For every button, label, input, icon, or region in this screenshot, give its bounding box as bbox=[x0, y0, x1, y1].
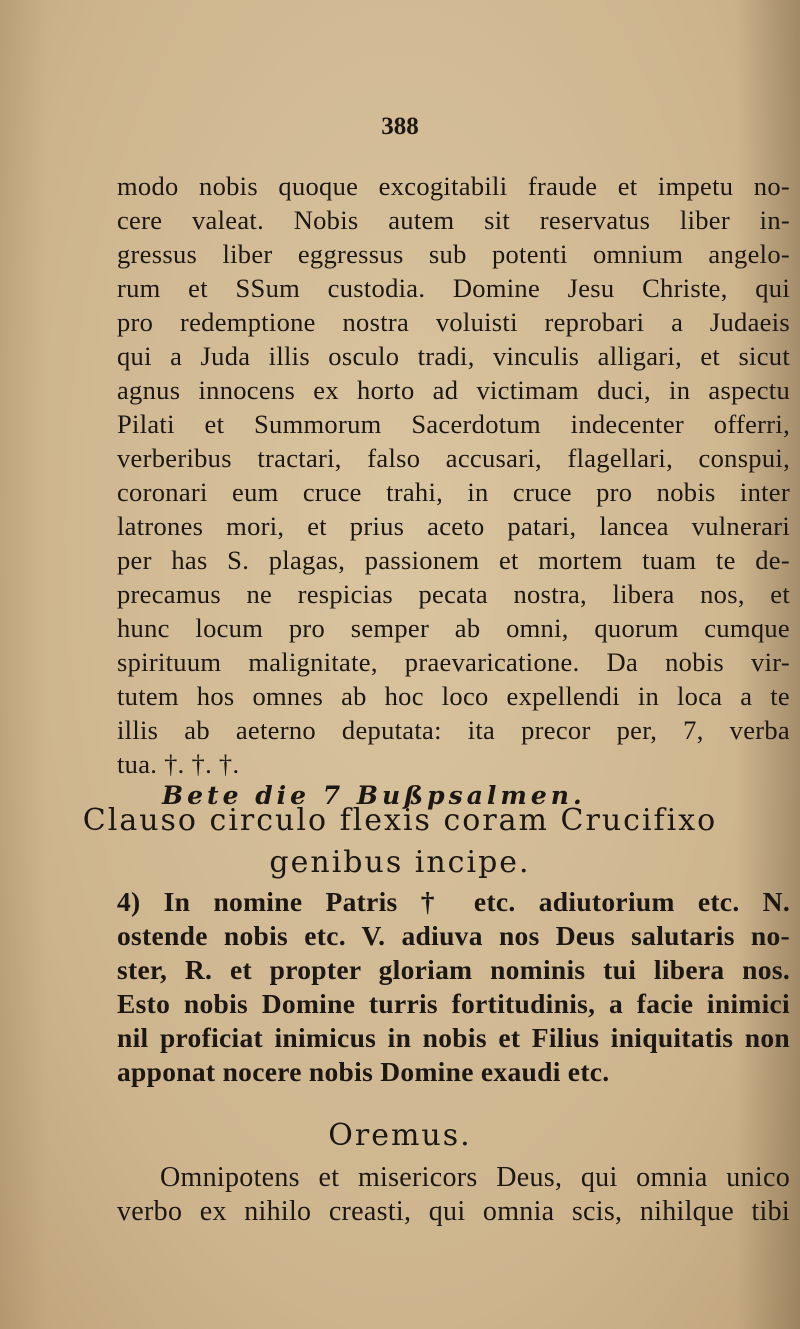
text-line: tua. †. †. †. bbox=[117, 749, 240, 779]
heading-line: genibus incipe. bbox=[269, 845, 531, 880]
text-line: verberibus tractari, falso accusari, flagellari, conspui, bbox=[117, 443, 790, 473]
text-line: apponat nocere nobis Domine exaudi etc. bbox=[117, 1056, 610, 1087]
text-line: pro redemptione nostra voluisti reprobari a Judaeis bbox=[117, 307, 790, 337]
text-line: ster, R. et propter gloriam nominis tui libera nos. bbox=[117, 954, 790, 985]
text-line: agnus innocens ex horto ad victimam duci, in aspectu bbox=[117, 375, 790, 405]
heading-line: Clauso circulo flexis coram Crucifixo bbox=[82, 803, 718, 838]
text-line: coronari eum cruce trahi, in cruce pro nobis inter bbox=[117, 477, 790, 507]
text-line: tutem hos omnes ab hoc loco expellendi in loca a te bbox=[117, 681, 790, 711]
text-line: per has S. plagas, passionem et mortem tuam te de- bbox=[117, 545, 790, 575]
text-line: qui a Juda illis osculo tradi, vinculis alligari, et sicut bbox=[117, 341, 790, 371]
fraktur-instruction: Bete die 7 Bußpsalmen. bbox=[162, 781, 586, 810]
text-line: rum et SSum custodia. Domine Jesu Christe, qui bbox=[117, 273, 790, 303]
text-line: verbo ex nihilo creasti, qui omnia scis, nihilque tibi bbox=[117, 1196, 790, 1227]
text-line: nil proficiat inimicus in nobis et Filius iniquitatis non bbox=[117, 1022, 790, 1053]
heading-oremus: Oremus. bbox=[328, 1118, 472, 1153]
text-line: hunc locum pro semper ab omni, quorum cumque bbox=[117, 613, 790, 643]
text-line: modo nobis quoque excogitabili fraude et impetu no- bbox=[117, 171, 790, 201]
text-line: Esto nobis Domine turris fortitudinis, a facie inimici bbox=[117, 988, 790, 1019]
text-line: illis ab aeterno deputata: ita precor per, 7, verba bbox=[117, 715, 790, 745]
page-number: 388 bbox=[381, 113, 419, 140]
text-line: 4) In nomine Patris † etc. adiutorium etc. N. bbox=[117, 886, 790, 917]
text-line: cere valeat. Nobis autem sit reservatus liber in- bbox=[117, 205, 790, 235]
text-line: gressus liber eggressus sub potenti omnium angelo- bbox=[117, 239, 790, 269]
text-line: Pilati et Summorum Sacerdotum indecenter offerri, bbox=[117, 409, 790, 439]
text-line: spirituum malignitate, praevaricatione. Da nobis vir- bbox=[117, 647, 790, 677]
text-line: Omnipotens et misericors Deus, qui omnia unico bbox=[160, 1162, 790, 1193]
text-line: ostende nobis etc. V. adiuva nos Deus salutaris no- bbox=[117, 920, 790, 951]
text-line: precamus ne respicias pecata nostra, libera nos, et bbox=[117, 579, 790, 609]
text-line: latrones mori, et prius aceto patari, lancea vulnerari bbox=[117, 511, 790, 541]
